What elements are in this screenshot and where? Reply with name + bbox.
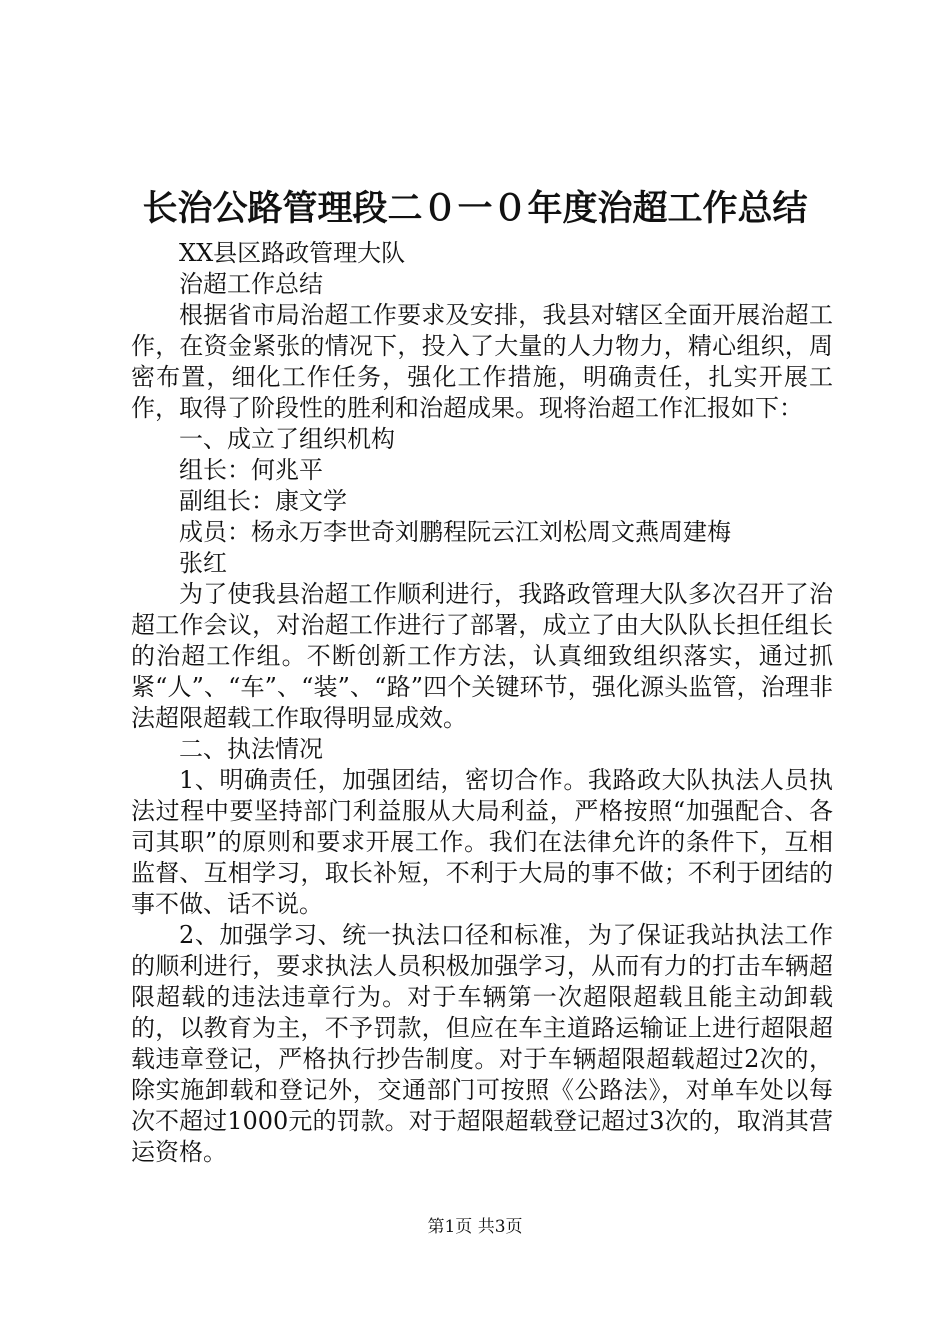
page-footer: 第1页 共3页: [427, 1217, 523, 1237]
paragraph-subtitle: 治超工作总结: [179, 270, 323, 298]
paragraph-members-cont: 张红: [179, 549, 227, 577]
paragraph-members: 成员：杨永万李世奇刘鹏程阮云江刘松周文燕周建梅: [179, 518, 731, 546]
section-heading-2: 二、执法情况: [179, 735, 323, 763]
paragraph-item-1: 1、明确责任，加强团结，密切合作。我路政大队执法人员执法过程中要坚持部门利益服从大局利益，严格按照“加强配合、各司其职”的原则和要求开展工作。我们在法律允许的条件下，互相监督、互相学习，取长补短，不利于大局的事不做；不利于团结的事不做、话不说。: [131, 766, 833, 918]
document-body: [131, 238, 833, 1168]
paragraph-leader: 组长：何兆平: [179, 456, 323, 484]
paragraph-work-group: 为了使我县治超工作顺利进行，我路政管理大队多次召开了治超工作会议，对治超工作进行了部署，成立了由大队队长担任组长的治超工作组。不断创新工作方法，认真细致组织落实，通过抓紧“人”、“车”、“装”、“路”四个关键环节，强化源头监管，治理非法超限超载工作取得明显成效。: [131, 580, 833, 732]
paragraph-deputy-leader: 副组长：康文学: [179, 487, 347, 515]
document-title: 长治公路管理段二０一０年度治超工作总结: [142, 188, 808, 229]
section-heading-1: 一、成立了组织机构: [179, 425, 395, 453]
paragraph-intro: 根据省市局治超工作要求及安排，我县对辖区全面开展治超工作，在资金紧张的情况下，投入了大量的人力物力，精心组织，周密布置，细化工作任务，强化工作措施，明确责任，扎实开展工作，取得了阶段性的胜利和治超成果。现将治超工作汇报如下：: [131, 301, 833, 422]
paragraph-item-2: 2、加强学习、统一执法口径和标准，为了保证我站执法工作的顺利进行，要求执法人员积极加强学习，从而有力的打击车辆超限超载的违法违章行为。对于车辆第一次超限超载且能主动卸载的，以教育为主，不予罚款，但应在车主道路运输证上进行超限超载违章登记，严格执行抄告制度。对于车辆超限超载超过2次的，除实施卸载和登记外，交通部门可按照《公路法》，对单车处以每次不超过1000元的罚款。对于超限超载登记超过3次的，取消其营运资格。: [131, 921, 833, 1166]
paragraph-org: XX县区路政管理大队: [179, 239, 406, 267]
